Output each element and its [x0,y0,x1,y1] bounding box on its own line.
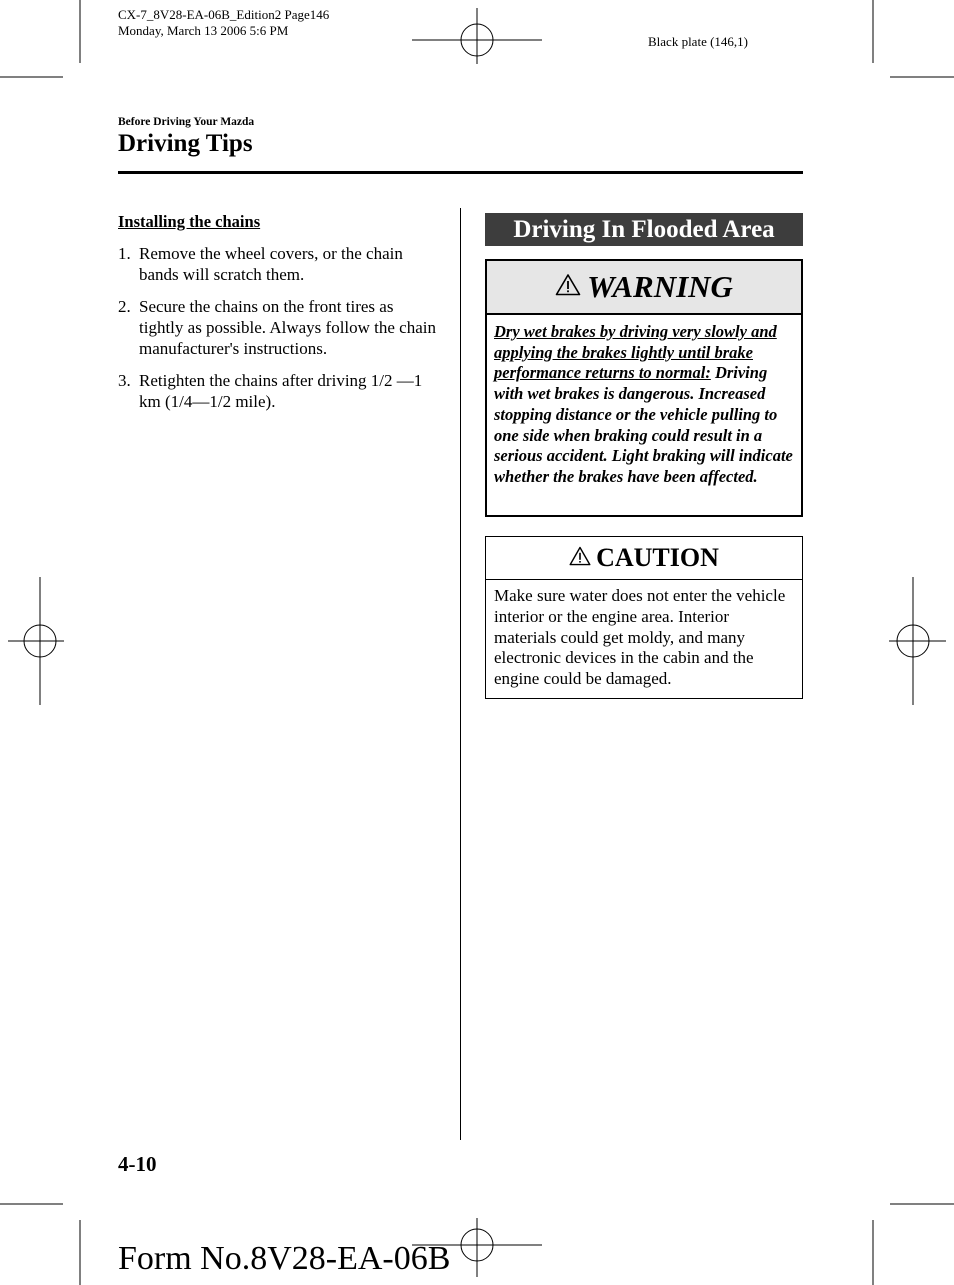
section-banner: Driving In Flooded Area [485,213,803,246]
warning-title: WARNING [587,269,733,304]
column-divider [460,208,461,1140]
step-number: 1. [118,244,131,263]
section-title: Before Driving Your Mazda [118,116,255,128]
caution-box [485,536,803,699]
list-item [118,370,438,412]
warning-box [485,259,803,517]
caution-title: CAUTION [596,543,719,572]
caution-header [486,537,802,580]
list-item [118,296,438,359]
warning-triangle-icon [555,273,581,301]
list-item [118,243,438,285]
warning-triangle-icon [569,546,591,571]
subheading-installing-chains: Installing the chains [118,212,261,231]
warning-text: Driving with wet brakes is dangerous. Increased stopping distance or the vehicle pulling to one side when braking could result in a serious accident. Light braking will indicate whether the brakes have been affected. [494,363,793,486]
warning-lead: Dry wet brakes by driving very slowly and applying the brakes lightly until brake performance returns to normal: [494,322,777,383]
step-text: Retighten the chains after driving 1/2 ―1 km (1/4―1/2 mile). [139,371,423,411]
page-number: 4-10 [118,1152,157,1176]
chapter-title: Driving Tips [118,130,253,157]
plate-label: Black plate (146,1) [648,34,748,49]
warning-header [487,261,801,315]
step-text: Secure the chains on the front tires as tightly as possible. Always follow the chain manufacturer's instructions. [139,297,436,358]
warning-body [487,315,801,488]
caution-body: Make sure water does not enter the vehicle interior or the engine area. Interior materials could get moldy, and many electronic devices in the cabin and the engine could be damaged. [494,586,786,689]
step-number: 3. [118,371,131,390]
print-job-line: CX-7_8V28-EA-06B_Edition2 Page146 [118,7,330,22]
header-rule [118,171,803,174]
print-date-line: Monday, March 13 2006 5:6 PM [118,23,289,38]
chain-steps-list [118,243,438,423]
step-text: Remove the wheel covers, or the chain bands will scratch them. [139,244,403,284]
form-number: Form No.8V28-EA-06B [118,1240,451,1277]
step-number: 2. [118,297,131,316]
print-info [118,7,329,39]
